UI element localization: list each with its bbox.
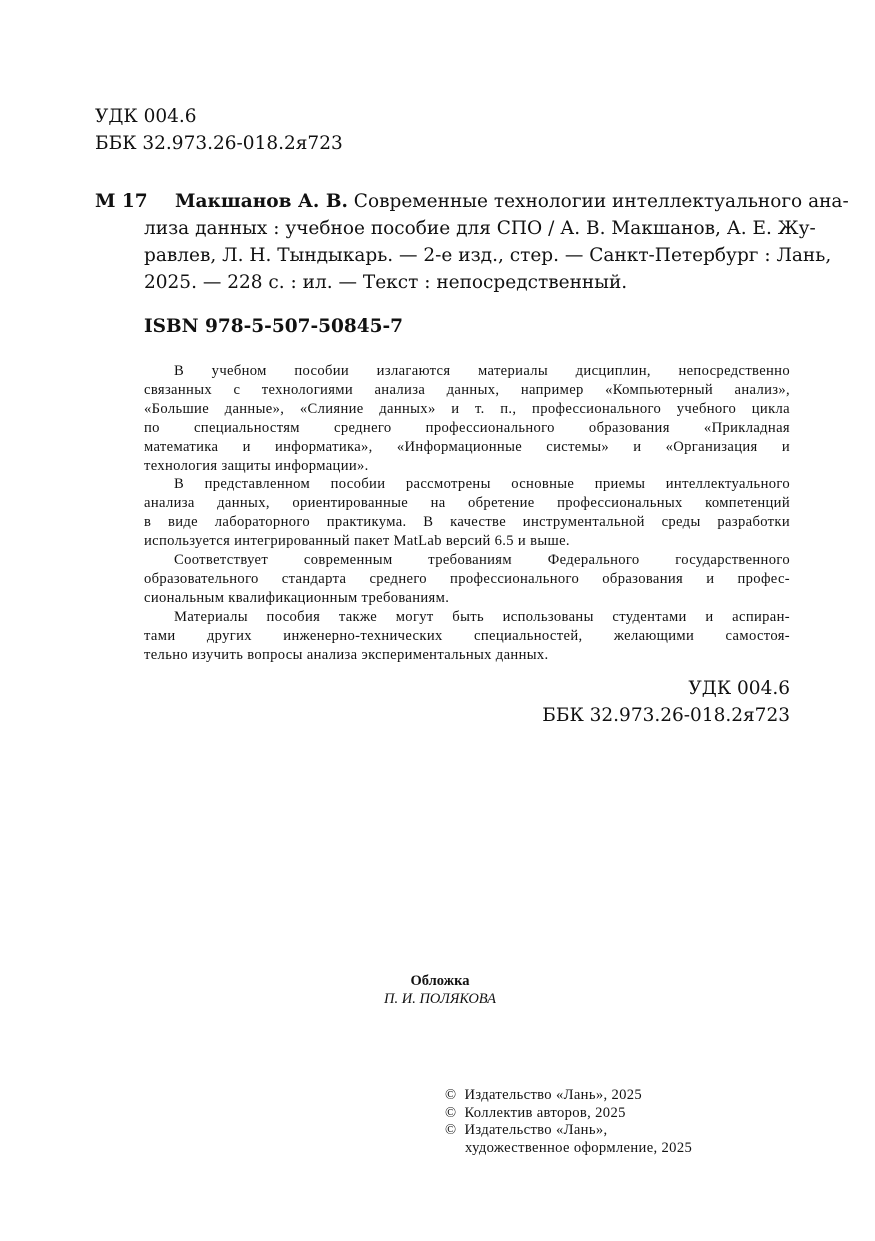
abstract-line: технология защиты информации». xyxy=(144,457,369,474)
abstract-line: математика и информатика», «Информационные системы» и «Организация и xyxy=(144,438,790,455)
cover-label: Обложка xyxy=(410,973,470,989)
abstract-line: образовательного стандарта среднего профессионального образования и профес- xyxy=(144,570,790,587)
abstract-line: Материалы пособия также могут быть использованы студентами и аспиран- xyxy=(174,608,790,625)
abstract-line: используется интегрированный пакет MatLab версий 6.5 и выше. xyxy=(144,533,570,550)
copyright-line xyxy=(445,1122,692,1140)
bib-line: лиза данных : учебное пособие для СПО / А. В. Макшанов, А. Е. Жу- xyxy=(144,218,816,239)
bib-line-text: Современные технологии интеллектуального ана- xyxy=(353,191,849,212)
abstract-line: тами других инженерно-технических специальностей, желающими самостоя- xyxy=(144,627,790,644)
abstract-line: анализа данных, ориентированные на обретение профессиональных компетенций xyxy=(144,495,790,512)
copyright-line xyxy=(445,1105,692,1123)
copyright-line xyxy=(445,1087,692,1105)
isbn-text: ISBN 978-5-507-50845-7 xyxy=(144,316,404,337)
copyright-icon: © xyxy=(445,1122,457,1139)
bbk-code: ББК 32.973.26-018.2я723 xyxy=(542,705,790,726)
copyright-text: Издательство «Лань», 2025 xyxy=(464,1087,643,1103)
header-codes xyxy=(95,103,343,157)
abstract-line: В представленном пособии рассмотрены основные приемы интеллектуального xyxy=(174,476,790,493)
abstract-line: Соответствует современным требованиям Федерального государственного xyxy=(174,552,790,569)
cover-credit xyxy=(300,972,580,1008)
bib-line: 2025. — 228 с. : ил. — Текст : непосредственный. xyxy=(144,272,628,293)
copyright-text: Коллектив авторов, 2025 xyxy=(464,1104,626,1121)
copyright-continuation: художественное оформление, 2025 xyxy=(465,1139,693,1156)
isbn xyxy=(144,313,403,340)
copyright-icon: © xyxy=(445,1104,457,1121)
abstract-line: сиональным квалификационным требованиям. xyxy=(144,589,450,606)
cover-designer: П. И. ПОЛЯКОВА xyxy=(384,991,496,1007)
copyright-text: Издательство «Лань», xyxy=(464,1122,608,1139)
bib-line xyxy=(144,188,849,215)
copyright-icon: © xyxy=(445,1087,457,1103)
abstract-line: по специальностям среднего профессионального образования «Прикладная xyxy=(144,419,790,436)
udk-code: УДК 004.6 xyxy=(95,106,197,127)
bib-code xyxy=(95,188,148,215)
bib-line: равлев, Л. Н. Тындыкарь. — 2-е изд., стер. — Санкт-Петербург : Лань, xyxy=(144,245,832,266)
abstract-line: связанных с технологиями анализа данных, например «Компьютерный анализ», xyxy=(144,381,790,398)
copyright-block xyxy=(445,1087,692,1157)
abstract-line: тельно изучить вопросы анализа экспериментальных данных. xyxy=(144,646,549,663)
abstract xyxy=(144,362,790,665)
bibliographic-record xyxy=(144,188,849,296)
bib-code-text: М 17 xyxy=(95,191,148,212)
udk-code: УДК 004.6 xyxy=(688,678,790,699)
abstract-line: В учебном пособии излагаются материалы дисциплин, непосредственно xyxy=(174,363,790,379)
footer-codes xyxy=(542,675,790,729)
abstract-line: в виде лабораторного практикума. В качестве инструментальной среды разработки xyxy=(144,514,790,531)
abstract-line: «Большие данные», «Слияние данных» и т. п., профессионального учебного цикла xyxy=(144,400,790,417)
bbk-code: ББК 32.973.26-018.2я723 xyxy=(95,133,343,154)
author: Макшанов А. В. xyxy=(175,191,348,212)
